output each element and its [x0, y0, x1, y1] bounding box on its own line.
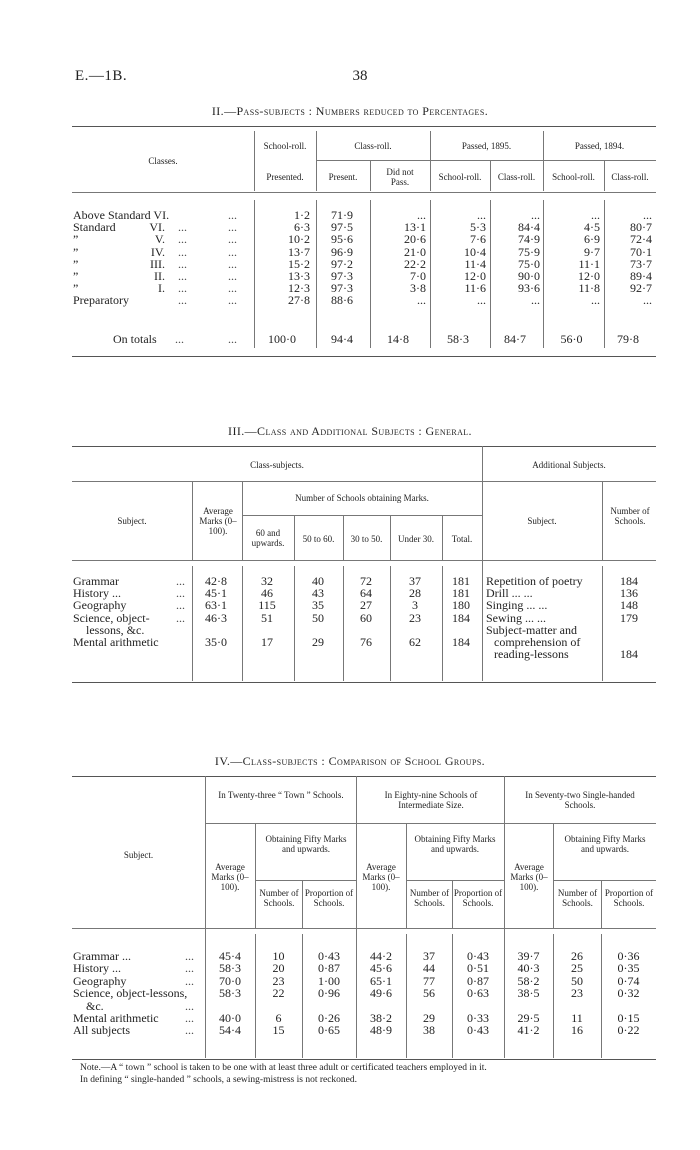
t2-cell: 13·7 — [288, 244, 310, 259]
t3-h-subject: Subject. — [117, 516, 147, 526]
note-single-handed: In defining “ single-handed ” schools, a sewing-mistress is not reckoned. — [80, 1075, 358, 1085]
t2-cell: ... — [591, 293, 600, 308]
t4-leader: ... — [185, 973, 194, 988]
t2-row-standard: III. — [150, 256, 165, 271]
t3-cell: 35·0 — [205, 635, 227, 649]
t3-cell: 28 — [409, 586, 421, 601]
t2-cell: 6·9 — [584, 232, 600, 247]
t3-cell: 46·3 — [205, 610, 227, 625]
t4-cell: 0·22 — [617, 1023, 640, 1038]
t2-cell: ... — [643, 293, 652, 308]
t4-cell: 0·63 — [467, 986, 489, 1001]
t2-h-schoolroll: School-roll. — [263, 141, 307, 151]
t3-h-subject2: Subject. — [527, 516, 557, 526]
t3-add-number: 184 — [620, 574, 638, 588]
table3-title: III.—Class and Additional Subjects : General. — [228, 424, 472, 438]
t2-cell: ... — [531, 208, 540, 222]
t3-add-subject: Drill ... ... — [486, 586, 533, 601]
t2-cell: 72·4 — [630, 232, 652, 247]
t2-total-cell: 14·8 — [387, 332, 409, 346]
t3-cell: 76 — [360, 635, 372, 649]
t2-cell: 10·4 — [464, 244, 486, 259]
t4-cell: 23 — [272, 973, 285, 988]
t2-cell: ... — [417, 293, 426, 308]
t3-subject: Mental arithmetic — [73, 635, 159, 649]
t2-cell: 6·3 — [294, 220, 310, 235]
t2-cell: 10·2 — [288, 232, 310, 247]
t3-cell: 184 — [452, 610, 470, 625]
t4-cell: 0·36 — [617, 949, 640, 963]
t2-cell: ... — [531, 293, 540, 308]
t4-cell: 11 — [571, 1011, 583, 1025]
t4-cell: 23 — [571, 986, 583, 1001]
t4-subject: All subjects — [73, 1023, 130, 1038]
t2-row-leader: ... — [178, 293, 187, 308]
t2-cell: 15·2 — [288, 256, 310, 271]
t3-h-30: 30 to 50. — [350, 534, 383, 544]
t3-add-subject: reading-lessons — [494, 647, 569, 662]
t4-cell: 44 — [423, 961, 435, 976]
t2-h-passed94: Passed, 1894. — [574, 141, 625, 151]
t2-row-standard: IV. — [150, 244, 165, 259]
table4-bottom-rule — [72, 1059, 656, 1060]
page-number: 38 — [352, 68, 368, 84]
t2-cell: 70·1 — [630, 244, 652, 259]
t2-cell: 88·6 — [331, 293, 353, 308]
t4-cell: 44·2 — [370, 949, 392, 963]
t3-cell: 37 — [409, 574, 421, 588]
t2-cell: 27·8 — [288, 293, 310, 308]
t4-leader: ... — [185, 949, 194, 963]
t2-row-label: ” — [73, 269, 79, 283]
t4-cell: 0·33 — [467, 1011, 489, 1025]
t3-cell: 43 — [312, 586, 324, 601]
t2-cell: 96·9 — [331, 244, 353, 259]
t3-cell: 29 — [312, 635, 324, 649]
table4-header-rule — [72, 928, 656, 929]
t4-h-obt-1: Obtaining Fifty Marks and upwards. — [265, 834, 347, 854]
t4-leader: ... — [185, 1023, 194, 1038]
t2-cell: 7·6 — [470, 232, 486, 247]
t3-cell: 115 — [258, 598, 276, 613]
table2-title: II.—Pass-subjects : Numbers reduced to Percentages. — [211, 104, 489, 118]
t3-cell: 180 — [452, 598, 470, 613]
t3-leader: ... — [176, 610, 185, 625]
t2-row-label: ” — [73, 256, 79, 271]
t4-subject: Geography — [73, 973, 127, 988]
t2-row-label: Preparatory — [73, 293, 129, 308]
t2-cell: 73·7 — [630, 256, 652, 271]
t2-row-standard: I. — [158, 281, 165, 296]
t4-cell: 16 — [571, 1023, 583, 1038]
t3-add-subject: Subject-matter and — [486, 622, 577, 637]
t2-h-sr1: School-roll. — [438, 172, 482, 182]
t3-cell: 27 — [360, 598, 372, 613]
t3-cell: 51 — [261, 610, 273, 625]
t2-h-classes: Classes. — [148, 156, 178, 166]
t2-cell: 4·5 — [584, 220, 600, 235]
t2-cell: 97·5 — [331, 220, 353, 235]
t2-h-classroll: Class-roll. — [354, 141, 392, 151]
t3-leader: ... — [176, 598, 185, 613]
t2-cell: 11·6 — [464, 281, 486, 296]
t4-cell: 39·7 — [517, 949, 540, 963]
t2-cell: 11·8 — [578, 281, 600, 296]
t2-row-leader: ... — [178, 244, 187, 259]
t2-cell: 90·0 — [518, 269, 540, 283]
t2-cell: 21·0 — [404, 244, 426, 259]
t2-h-presented: Presented. — [266, 172, 304, 182]
t3-cell: 181 — [452, 586, 470, 601]
t4-leader: ... — [185, 961, 194, 976]
t2-cell: 11·1 — [578, 256, 600, 271]
t4-h-avg-2: Average Marks (0–100). — [362, 862, 400, 892]
t2-cell: 12·0 — [578, 269, 600, 283]
t2-h-didnot: Did not Pass. — [386, 167, 414, 187]
t4-h-obt-3: Obtaining Fifty Marks and upwards. — [564, 834, 646, 854]
table3-bottom-rule — [72, 682, 656, 683]
t3-add-subject: Singing ... ... — [486, 598, 548, 613]
table3-top-rule — [72, 446, 656, 447]
t4-cell: 38·2 — [370, 1011, 392, 1025]
t3-h-60: 60 and upwards. — [251, 528, 285, 548]
t3-add-number: 179 — [620, 610, 638, 625]
t3-subject: lessons, &c. — [86, 622, 145, 637]
t4-cell: 58·3 — [219, 986, 241, 1001]
t2-total-cell: 100·0 — [268, 332, 296, 346]
table2-bottom-rule — [72, 356, 656, 357]
t3-cell: 184 — [452, 635, 470, 649]
t4-leader: ... — [185, 1011, 194, 1025]
t2-cell: 12·0 — [464, 269, 486, 283]
t4-cell: 0·87 — [467, 973, 489, 988]
t4-cell: 40·0 — [219, 1011, 241, 1025]
t2-h-cr1: Class-roll. — [497, 172, 536, 182]
t4-cell: 48·9 — [370, 1023, 392, 1038]
t4-h-avg-3: Average Marks (0–100). — [510, 862, 548, 892]
t3-leader: ... — [176, 574, 185, 588]
t2-row-leader: ... — [228, 293, 237, 308]
t4-h-g2: In Eighty-nine Schools of Intermediate Size. — [384, 790, 478, 810]
t3-h-add: Additional Subjects. — [532, 460, 606, 470]
t4-cell: 15 — [272, 1023, 285, 1038]
t4-cell: 54·4 — [219, 1023, 241, 1038]
t4-cell: 50 — [571, 973, 583, 988]
t2-cell: 5·3 — [470, 220, 486, 235]
t2-total-leader: ... — [228, 332, 237, 346]
t2-row-leader: ... — [178, 281, 187, 296]
t4-cell: 38 — [423, 1023, 435, 1038]
t2-cell: 1·2 — [294, 208, 310, 222]
t2-cell: ... — [477, 293, 486, 308]
t3-leader: ... — [176, 586, 185, 601]
t3-h-total: Total. — [451, 534, 473, 544]
t2-row-standard: V. — [154, 232, 165, 247]
table3-header-rule — [72, 560, 656, 561]
t4-cell: 41·2 — [517, 1023, 540, 1038]
t2-row-label: ” — [73, 244, 79, 259]
t4-cell: 20 — [272, 961, 285, 976]
t2-row-leader: ... — [178, 256, 187, 271]
t2-cell: 89·4 — [630, 269, 652, 283]
t3-subject: History ... — [73, 586, 121, 601]
t3-cell: 45·1 — [205, 586, 227, 601]
t3-cell: 23 — [409, 610, 421, 625]
t4-cell: 0·26 — [318, 1011, 340, 1025]
t4-subject: Science, object-lessons, — [73, 986, 188, 1001]
t2-cell: 92·7 — [630, 281, 652, 296]
t4-subject: &c. — [86, 998, 104, 1013]
t2-h-cr2: Class-roll. — [611, 172, 649, 182]
t2-total-cell: 58·3 — [447, 332, 469, 346]
t3-cell: 50 — [312, 610, 324, 625]
t2-h-sr2: School-roll. — [552, 172, 595, 182]
t4-h-subject: Subject. — [123, 850, 154, 860]
t2-row-label: ” — [73, 232, 79, 247]
t2-row-standard: II. — [154, 269, 165, 283]
t3-add-subject: Repetition of poetry — [486, 574, 583, 588]
t3-cell: 72 — [360, 574, 372, 588]
t4-cell: 38·5 — [517, 986, 540, 1001]
t2-cell: ... — [477, 208, 486, 222]
t2-cell: 7·0 — [410, 269, 426, 283]
t3-h-number: Number of Schools obtaining Marks. — [295, 493, 429, 503]
t2-row-label: Above Standard VI. — [73, 208, 170, 222]
t4-cell: 77 — [423, 973, 435, 988]
t4-cell: 0·74 — [617, 973, 640, 988]
t4-h-num-1: Number of Schools. — [259, 888, 299, 908]
t2-total-cell: 79·8 — [617, 332, 639, 346]
t2-cell: ... — [591, 208, 600, 222]
note-town: Note.—A “ town ” school is taken to be one with at least three adult or certificated teachers employed in it. — [80, 1063, 487, 1073]
t4-h-num-3: Number of Schools. — [557, 888, 598, 908]
table4-top-rule — [72, 776, 656, 777]
t2-cell: 12·3 — [288, 281, 310, 296]
t2-row-leader: ... — [228, 244, 237, 259]
t3-add-subject: comprehension of — [494, 635, 581, 649]
t4-subject: History ... — [73, 961, 121, 976]
t3-cell: 17 — [261, 635, 273, 649]
t2-h-present: Present. — [328, 172, 358, 182]
t3-h-u30: Under 30. — [398, 534, 434, 544]
t2-cell: 75·9 — [518, 244, 540, 259]
t2-cell: 71·9 — [331, 208, 353, 222]
t2-cell: 9·7 — [584, 244, 600, 259]
t2-row-leader: ... — [228, 281, 237, 296]
t4-h-avg-1: Average Marks (0–100). — [211, 862, 249, 892]
t2-cell: 75·0 — [518, 256, 540, 271]
t3-cell: 40 — [312, 574, 324, 588]
t4-cell: 10 — [272, 949, 285, 963]
t4-cell: 0·51 — [467, 961, 489, 976]
t4-cell: 0·43 — [318, 949, 340, 963]
t4-cell: 58·3 — [219, 961, 241, 976]
t4-cell: 70·0 — [219, 973, 241, 988]
t2-row-label: Standard — [73, 220, 116, 235]
t4-cell: 22 — [272, 986, 285, 1001]
t3-cell: 181 — [452, 574, 470, 588]
t2-cell: 97·2 — [331, 256, 353, 271]
t4-h-num-2: Number of Schools. — [409, 888, 450, 908]
t4-subject: Grammar ... — [73, 949, 131, 963]
t4-h-g3: In Seventy-two Single-handed Schools. — [525, 790, 635, 810]
t3-cell: 46 — [261, 586, 273, 601]
t2-cell: 80·7 — [630, 220, 652, 235]
t2-cell: 97·3 — [331, 269, 353, 283]
t4-cell: 0·65 — [318, 1023, 340, 1038]
t4-h-prop-2: Proportion of Schools. — [453, 888, 503, 908]
t2-cell: 13·1 — [404, 220, 426, 235]
t2-total-leader: ... — [175, 332, 184, 346]
report-code: E.—1B. — [75, 68, 128, 84]
t2-cell: 11·4 — [464, 256, 486, 271]
t4-subject: Mental arithmetic — [73, 1011, 159, 1025]
t2-row-standard: VI. — [149, 220, 165, 235]
t2-row-leader: ... — [228, 208, 237, 222]
t4-cell: 26 — [571, 949, 583, 963]
t3-cell: 63·1 — [205, 598, 227, 613]
t3-subject: Grammar — [73, 574, 119, 588]
t2-cell: 97·3 — [331, 281, 353, 296]
t2-row-leader: ... — [178, 269, 187, 283]
t2-row-leader: ... — [228, 256, 237, 271]
t2-cell: 13·3 — [288, 269, 310, 283]
t4-cell: 0·96 — [318, 986, 340, 1001]
t2-row-leader: ... — [228, 269, 237, 283]
table2-top-rule — [72, 126, 656, 127]
t2-cell: 93·6 — [518, 281, 540, 296]
t2-row-leader: ... — [228, 232, 237, 247]
t4-cell: 0·43 — [467, 949, 489, 963]
t3-cell: 3 — [412, 598, 418, 613]
t2-total-cell: 56·0 — [560, 332, 583, 346]
t3-cell: 35 — [312, 598, 324, 613]
t4-cell: 29·5 — [517, 1011, 540, 1025]
t4-cell: 0·43 — [467, 1023, 489, 1038]
t4-cell: 56 — [423, 986, 435, 1001]
t4-cell: 58·2 — [517, 973, 540, 988]
t4-h-obt-2: Obtaining Fifty Marks and upwards. — [414, 834, 496, 854]
t2-cell: 74·9 — [518, 232, 540, 247]
t2-cell: 95·6 — [331, 232, 353, 247]
t4-cell: 65·1 — [370, 973, 392, 988]
t2-total-cell: 84·7 — [504, 332, 526, 346]
t4-cell: 37 — [423, 949, 435, 963]
t3-add-subject: Sewing ... ... — [486, 610, 546, 625]
t4-cell: 1·00 — [318, 973, 340, 988]
t4-leader: ... — [185, 998, 194, 1013]
t2-row-leader: ... — [178, 220, 187, 235]
t4-cell: 40·3 — [517, 961, 540, 976]
t3-cell: 64 — [360, 586, 372, 601]
t3-add-number: 148 — [620, 598, 638, 613]
t2-total-label: On totals — [113, 332, 157, 346]
t4-cell: 45·4 — [219, 949, 241, 963]
t4-cell: 29 — [423, 1011, 435, 1025]
t2-cell: 3·8 — [410, 281, 426, 296]
t4-h-prop-1: Proportion of Schools. — [304, 888, 354, 908]
t3-cell: 60 — [360, 610, 372, 625]
t4-cell: 6 — [275, 1011, 282, 1025]
table2-header-rule — [72, 192, 656, 193]
t3-add-number: 136 — [620, 586, 638, 601]
t3-subject: Geography — [73, 598, 127, 613]
t4-cell: 0·87 — [318, 961, 340, 976]
t2-total-cell: 94·4 — [331, 332, 353, 346]
t4-h-prop-3: Proportion of Schools. — [604, 888, 654, 908]
t2-cell: 84·4 — [518, 220, 540, 235]
t2-cell: 20·6 — [404, 232, 426, 247]
t4-cell: 45·6 — [370, 961, 392, 976]
t4-cell: 0·35 — [617, 961, 640, 976]
t4-h-g1: In Twenty-three “ Town ” Schools. — [218, 790, 344, 800]
t2-row-leader: ... — [228, 220, 237, 235]
t3-cell: 32 — [261, 574, 273, 588]
t4-cell: 0·32 — [617, 986, 640, 1001]
t2-h-passed95: Passed, 1895. — [461, 141, 512, 151]
t2-cell: ... — [417, 208, 426, 222]
t2-cell: 22·2 — [404, 256, 426, 271]
t2-cell: ... — [643, 208, 652, 222]
t3-h-class: Class-subjects. — [250, 460, 304, 470]
t3-cell: 42·8 — [205, 574, 227, 588]
t3-h-numschools: Number of Schools. — [610, 506, 650, 526]
t4-cell: 49·6 — [370, 986, 392, 1001]
t3-cell: 62 — [409, 635, 421, 649]
table4-title: IV.—Class-subjects : Comparison of School Groups. — [214, 754, 486, 768]
t4-cell: 25 — [571, 961, 583, 976]
t2-row-label: ” — [73, 281, 79, 296]
t3-h-avg: Average Marks (0–100). — [199, 506, 237, 536]
t3-h-50: 50 to 60. — [302, 534, 335, 544]
t3-add-number: 184 — [620, 647, 638, 662]
t3-subject: Science, object- — [73, 610, 150, 625]
t4-cell: 0·15 — [617, 1011, 640, 1025]
t2-row-leader: ... — [178, 232, 187, 247]
